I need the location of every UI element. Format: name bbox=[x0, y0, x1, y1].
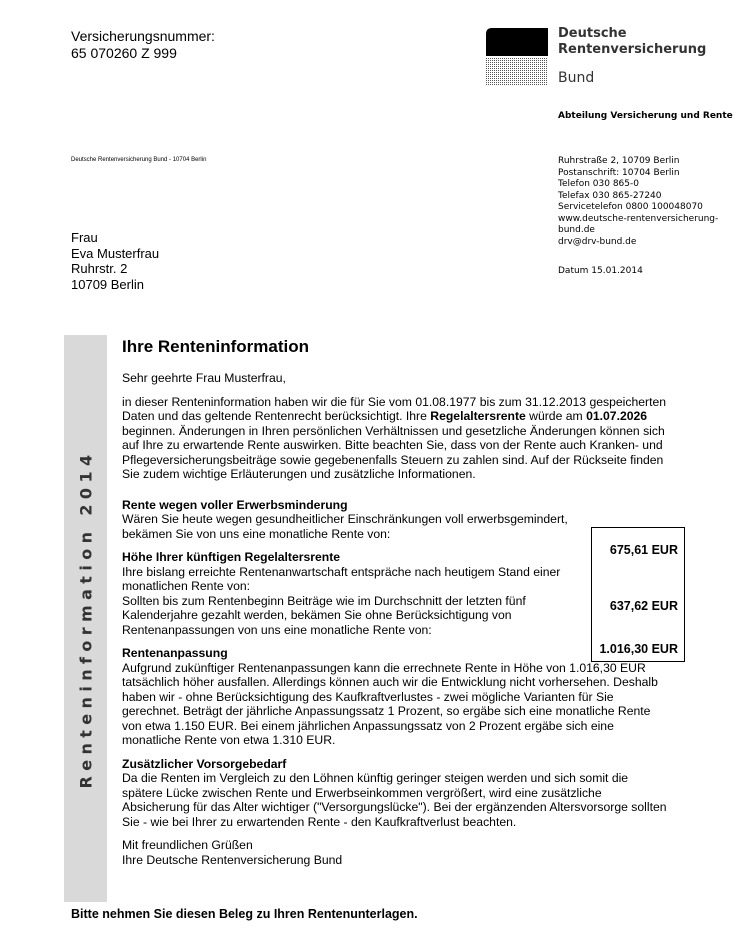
letter-date: Datum 15.01.2014 bbox=[558, 266, 643, 276]
insurance-number: 65 070260 Z 999 bbox=[71, 45, 177, 61]
recipient-city: 10709 Berlin bbox=[71, 276, 144, 292]
section-pension-text-1: Ihre bislang erreichte Rentenanwartschaft entspräche nach heutigem Stand einer monatlichen Rente von: bbox=[122, 564, 561, 593]
sender-line: Deutsche Rentenversicherung Bund - 10704 Berlin bbox=[71, 157, 207, 163]
brand-line-3: Bund bbox=[558, 70, 595, 86]
letter-body bbox=[122, 337, 672, 867]
section-provision-title: Zusätzlicher Vorsorgebedarf bbox=[122, 756, 287, 771]
contact-email[interactable]: drv@drv-bund.de bbox=[558, 236, 637, 247]
amount-disability: 675,61 EUR bbox=[609, 543, 678, 557]
intro-paragraph bbox=[122, 395, 672, 482]
recipient-salutation: Frau bbox=[71, 230, 98, 245]
section-pension-title: Höhe Ihrer künftigen Regelaltersrente bbox=[122, 550, 341, 564]
intro-text-3: beginnen. Änderungen in Ihren persönlichen Verhältnissen und gesetzliche Änderungen können sich auf Ihre zu erwartende Rente auswirken. Bitte beachten Sie, dass von der Rente auch Kranken- und Pflegeversicherungsbeiträge sowie gegebenenfalls Steuern zu zahlen sind. Auf der Rückseite finden Sie zudem wichtige Erläuterungen und zusätzliche Informationen. bbox=[122, 423, 665, 481]
section-disability-title: Rente wegen voller Erwerbsminderung bbox=[122, 497, 348, 512]
intro-text-2: würde am bbox=[525, 409, 587, 423]
recipient-address bbox=[71, 230, 159, 292]
footer-note: Bitte nehmen Sie diesen Beleg zu Ihren Rentenunterlagen. bbox=[71, 907, 418, 921]
contact-fax: Telefax 030 865-27240 bbox=[558, 190, 662, 201]
contact-web-line-2[interactable]: bund.de bbox=[558, 225, 595, 235]
department: Abteilung Versicherung und Rente bbox=[558, 111, 733, 121]
section-pension-text-2: Sollten bis zum Rentenbeginn Beiträge wie im Durchschnitt der letzten fünf Kalenderjahre gezahlt werden, bekämen Sie ohne Berücksichtigung von Rentenanpassungen von uns eine monatliche Rente von: bbox=[122, 593, 526, 637]
amount-current: 637,62 EUR bbox=[609, 599, 678, 613]
greeting: Sehr geehrte Frau Musterfrau, bbox=[122, 371, 286, 385]
intro-bold-1: Regelaltersrente bbox=[430, 409, 526, 423]
section-adjustment-text: Aufgrund zukünftiger Rentenanpassungen kann die errechnete Rente in Höhe von 1.016,30 EUR tatsächlich höher ausfallen. Allerdings können auch wir die Entwicklung nicht vorhersehen. Deshalb haben wir - ohne Berücksichtigung des Kaufkraftverlustes - zwei mögliche Varianten für Sie gerechnet. Beträgt der jährliche Anpassungssatz 1 Prozent, so ergäbe sich eine monatliche Rente von etwa 1.150 EUR. Bei einem jährlichen Anpassungssatz von 2 Prozent ergäbe sich eine monatliche Rente von etwa 1.310 EUR. bbox=[122, 660, 658, 747]
recipient-street: Ruhrstr. 2 bbox=[71, 261, 128, 276]
contact-service: Servicetelefon 0800 100048070 bbox=[558, 202, 703, 212]
contact-postal: Postanschrift: 10704 Berlin bbox=[558, 167, 680, 178]
brand-line-2: Rentenversicherung bbox=[558, 42, 707, 57]
section-adjustment-title: Rentenanpassung bbox=[122, 646, 228, 660]
sidebar-title: Renteninformation 2014 bbox=[76, 448, 95, 789]
contact-web-line-1[interactable]: www.deutsche-rentenversicherung- bbox=[558, 213, 719, 224]
intro-bold-2: 01.07.2026 bbox=[586, 409, 648, 423]
sidebar-banner bbox=[64, 335, 107, 902]
closing-line-1: Mit freundlichen Grüßen bbox=[122, 838, 253, 852]
letter-title: Ihre Renteninformation bbox=[122, 337, 310, 356]
closing-line-2: Ihre Deutsche Rentenversicherung Bund bbox=[122, 852, 343, 867]
amount-projected: 1.016,30 EUR bbox=[599, 642, 678, 656]
contact-street: Ruhrstraße 2, 10709 Berlin bbox=[558, 156, 680, 166]
drv-logo-icon bbox=[486, 28, 548, 86]
brand-line-1: Deutsche bbox=[558, 26, 627, 41]
section-provision-text: Da die Renten im Vergleich zu den Löhnen künftig geringer steigen werden und sich somit die spätere Lücke zwischen Rente und Erwerbseinkommen vergrößert, wird eine zusätzliche Absicherung für das Alter wichtiger ("Versorgungslücke"). Bei der ergänzenden Altersvorsorge sollten Sie - wie bei Ihrer zu erwartenden Rente - den Kaufkraftverlust beachten. bbox=[122, 771, 667, 829]
section-disability-text: Wären Sie heute wegen gesundheitlicher Einschränkungen voll erwerbsgemindert, bekämen Sie von uns eine monatliche Rente von: bbox=[122, 512, 568, 541]
recipient-name: Eva Musterfrau bbox=[71, 245, 160, 261]
contact-phone: Telefon 030 865-0 bbox=[558, 179, 639, 189]
contact-web[interactable] bbox=[558, 214, 718, 237]
amount-box bbox=[591, 527, 685, 662]
contact-block bbox=[558, 156, 718, 248]
brand-name bbox=[558, 26, 706, 86]
insurance-number-label: Versicherungsnummer: bbox=[71, 28, 215, 44]
intro-text-1: in dieser Renteninformation haben wir die für Sie vom 01.08.1977 bis zum 31.12.2013 gespeicherten Daten und das geltende Rentenrecht berücksichtigt. Ihre bbox=[122, 394, 667, 423]
